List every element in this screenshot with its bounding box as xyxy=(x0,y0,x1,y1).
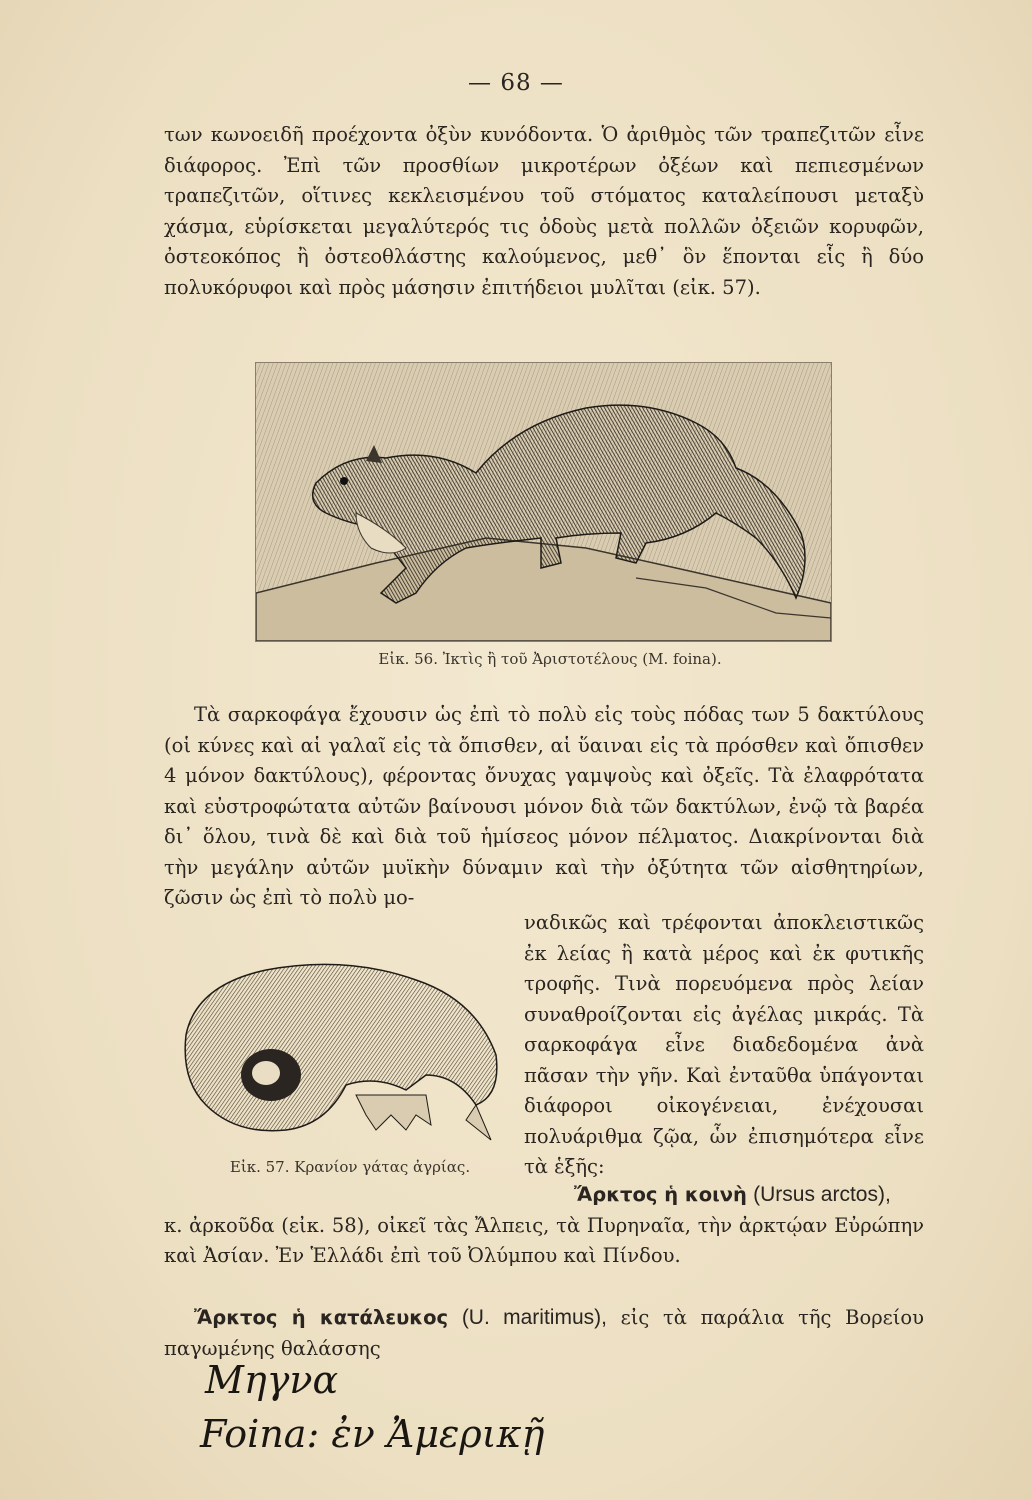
paragraph-carnivores-continued: ναδικῶς καὶ τρέφονται ἀποκλειστικῶς ἐκ λείας ἢ κατὰ μέρος καὶ ἐκ φυτικῆς τροφῆς. Τινὰ πορευόμενα πρὸς λείαν συναθροίζονται εἰς ἀγέλας μικράς. Τὰ σαρκοφάγα εἶνε διαδεδομένα ἀνὰ πᾶσαν τὴν γῆν. Καὶ ἐνταῦθα ὑπάγονται διάφοροι οἰκογένειαι, ἐνέχουσαι πολυάριθμα ζῷα, ὧν ἐπισημότερα εἶνε τὰ ἑξῆς: xyxy=(524,911,924,1178)
paragraph-teeth: των κωνοειδῆ προέχοντα ὀξὺν κυνόδοντα. Ὁ ἀριθμὸς τῶν τραπεζιτῶν εἶνε διάφορος. Ἐπὶ τῶν προσθίων μικροτέρων ὀξέων καὶ πεπιεσμένων τραπεζιτῶν, οἵτινες κεκλεισμένου τοῦ στόματος καταλείπουσι μεταξὺ χάσμα, εὑρίσκεται μεγαλύτερός τις ὀδοὺς μετὰ πολλῶν ὀξειῶν κορυφῶν, ὀστεοκόπος ἢ ὀστεοθλάστης καλούμενος, μεθ᾽ ὃν ἕπονται εἷς ἢ δύο πολυκόρυφοι καὶ πρὸς μάσησιν ἐπιτήδειοι μυλῖται (εἰκ. 57). xyxy=(164,123,924,299)
handwritten-note-line1: Μηγνα xyxy=(205,1358,339,1402)
ursus-arctos-name: Ἄρκτος ἡ κοινὴ xyxy=(574,1183,747,1206)
page-number: — 68 — xyxy=(468,70,564,96)
handwritten-note-line2: Foina: ἐν Ἀμερικῇ xyxy=(200,1412,545,1456)
ursus-maritimus-latin: (U. maritimus), xyxy=(461,1306,607,1329)
figure-57-caption: Εἰκ. 57. Κρανίον γάτας ἀγρίας. xyxy=(229,1158,471,1176)
figure-56-caption: Εἰκ. 56. Ἰκτὶς ἢ τοῦ Ἀριστοτέλους (M. foina). xyxy=(378,650,722,668)
ursus-arctos-text: κ. ἀρκοῦδα (εἰκ. 58), οἰκεῖ τὰς Ἄλπεις, τὰ Πυρηναῖα, τὴν ἀρκτῴαν Εὐρώπην καὶ Ἀσίαν. Ἐν Ἑλλάδι ἐπὶ τοῦ Ὀλύμπου καὶ Πίνδου. xyxy=(164,1213,924,1267)
ursus-maritimus-name: Ἄρκτος ἡ κατάλευκος xyxy=(194,1306,449,1329)
cat-skull-illustration xyxy=(176,955,506,1150)
ursus-arctos-latin: (Ursus arctos), xyxy=(753,1183,891,1206)
ursus-maritimus-text: εἰς τὰ παράλια τῆς Βορείου παγωμένης θαλάσσης xyxy=(164,1306,925,1360)
paragraph-carnivores: Τὰ σαρκοφάγα ἔχουσιν ὡς ἐπὶ τὸ πολὺ εἰς τοὺς πόδας των 5 δακτύλους (οἱ κύνες καὶ αἱ γαλαῖ εἰς τὰ ὄπισθεν, αἱ ὕαιναι εἰς τὰ πρόσθεν καὶ ὄπισθεν 4 μόνον δακτύλους), φέροντας ὄνυχας γαμψοὺς καὶ ὀξεῖς. Τὰ ἐλαφρότατα καὶ εὐστροφώτατα αὐτῶν βαίνουσι μόνον διὰ τῶν δακτύλων, ἐνῷ τὰ βαρέα δι᾽ ὅλου, τινὰ δὲ καὶ διὰ τοῦ ἡμίσεος μόνον πέλματος. Διακρίνονται διὰ τὴν μεγάλην αὐτῶν μυϊκὴν δύναμιν καὶ τὴν ὀξύτητα τῶν αἰσθητηρίων, ζῶσιν ὡς ἐπὶ τὸ πολὺ μο- xyxy=(164,703,924,909)
entry-ursus-maritimus xyxy=(164,1303,924,1364)
entry-ursus-arctos xyxy=(164,1180,924,1272)
marten-illustration xyxy=(255,362,832,642)
